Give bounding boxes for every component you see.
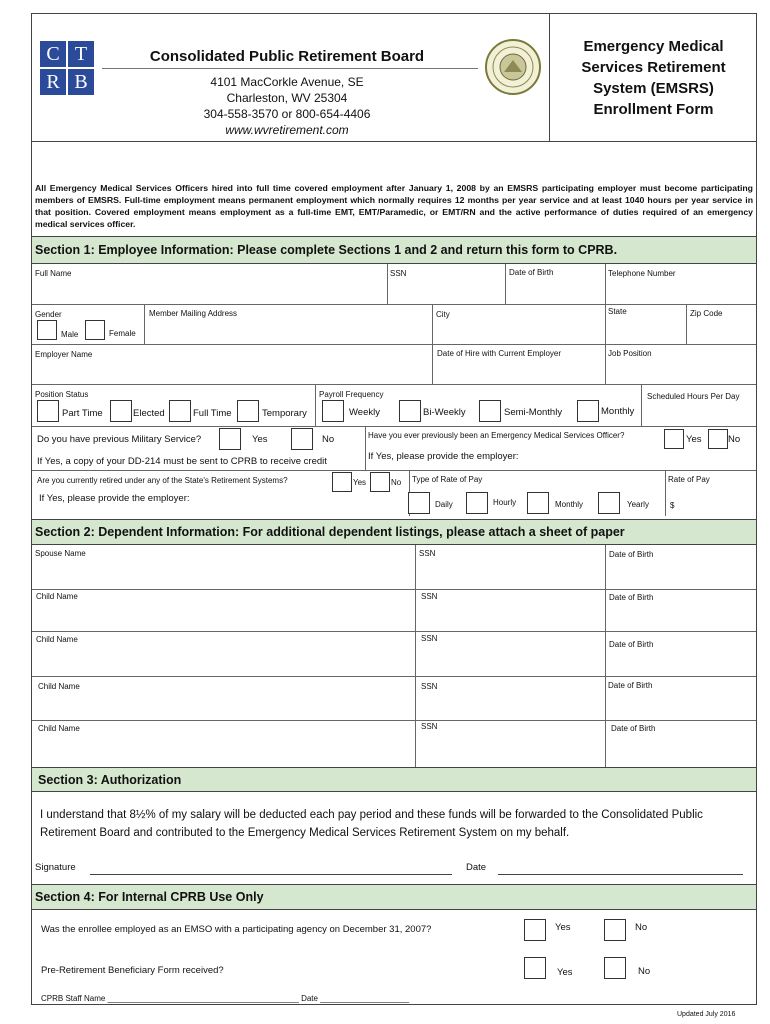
mailing-address-label: Member Mailing Address [149,309,238,318]
section3-header: Section 3: Authorization [32,767,756,792]
retired-no-label: No [391,478,402,487]
male-label: Male [61,330,79,339]
hire-date-label: Date of Hire with Current Employer [437,349,562,358]
payroll-frequency-label: Payroll Frequency [319,390,384,399]
spouse-ssn-label: SSN [419,549,436,558]
phone: 304-558-3570 or 800-654-4406 [203,107,371,121]
ems-no-checkbox[interactable] [708,429,728,449]
emso-yes-checkbox[interactable] [524,919,546,941]
retired-no-checkbox[interactable] [370,472,390,492]
header-divider [549,14,550,142]
child3-name-label: Child Name [38,682,80,691]
date-label: Date [466,862,487,873]
military-note: If Yes, a copy of your DD-214 must be sent to CPRB to receive credit [37,456,327,467]
date-line[interactable] [498,874,743,875]
hourly-checkbox[interactable] [466,492,488,514]
ems-no-label: No [728,434,741,445]
elected-checkbox[interactable] [110,400,132,422]
address-line1: 4101 MacCorkle Avenue, SE [210,75,364,89]
signature-label: Signature [35,862,76,873]
ssn-label: SSN [390,269,407,278]
yearly-label: Yearly [627,500,649,509]
spouse-dob-label: Date of Birth [609,550,654,559]
staff-name-line: CPRB Staff Name ___________________________________________ Date ____________________ [41,994,410,1003]
header-rule [102,68,478,69]
daily-checkbox[interactable] [408,492,430,514]
child1-ssn-label: SSN [421,592,438,601]
telephone-label: Telephone Number [608,269,676,278]
emso-no-checkbox[interactable] [604,919,626,941]
enrollment-form-page [31,13,757,1005]
weekly-checkbox[interactable] [322,400,344,422]
child4-ssn-label: SSN [421,722,438,731]
ems-yes-label: Yes [686,434,702,445]
rate-of-pay-label: Rate of Pay [668,475,710,484]
child4-name-label: Child Name [38,724,80,733]
section2-header: Section 2: Dependent Information: For additional dependent listings, please attach a sheet of paper [32,519,756,545]
job-position-label: Job Position [608,349,652,358]
retired-yes-checkbox[interactable] [332,472,352,492]
cprb-logo: C T R B [40,41,94,95]
state-label: State [608,307,627,316]
dollar-sign: $ [670,501,675,510]
child1-dob-label: Date of Birth [609,593,654,602]
daily-label: Daily [435,500,453,509]
updated-date: Updated July 2016 [677,1011,736,1018]
state-seal-icon [484,38,542,96]
city-label: City [436,310,450,319]
org-name: Consolidated Public Retirement Board [149,48,425,65]
beneficiary-no-label: No [638,966,651,977]
military-no-label: No [322,434,335,445]
section1-header: Section 1: Employee Information: Please complete Sections 1 and 2 and return this form to CPRB. [32,236,756,264]
scheduled-hours-label: Scheduled Hours Per Day [647,392,740,401]
child2-ssn-label: SSN [421,634,438,643]
beneficiary-no-checkbox[interactable] [604,957,626,979]
child2-dob-label: Date of Birth [609,640,654,649]
child3-dob-label: Date of Birth [608,681,653,690]
employer-name-label: Employer Name [35,350,93,359]
position-status-label: Position Status [35,390,89,399]
weekly-label: Weekly [349,407,380,418]
monthly-rate-checkbox[interactable] [527,492,549,514]
hourly-label: Hourly [493,498,517,507]
form-title: Emergency Medical Services Retirement System (EMSRS) Enrollment Form [581,38,726,118]
elected-label: Elected [133,408,165,419]
male-checkbox[interactable] [37,320,57,340]
military-yes-label: Yes [252,434,268,445]
child2-name-label: Child Name [36,635,78,644]
beneficiary-question: Pre-Retirement Beneficiary Form received? [41,965,224,976]
biweekly-checkbox[interactable] [399,400,421,422]
yearly-checkbox[interactable] [598,492,620,514]
website: www.wvretirement.com [225,123,349,137]
child4-dob-label: Date of Birth [611,724,656,733]
section4-header: Section 4: For Internal CPRB Use Only [32,884,756,910]
dob-label: Date of Birth [509,268,554,277]
ems-yes-checkbox[interactable] [664,429,684,449]
ems-employer-label: If Yes, please provide the employer: [368,451,519,462]
temporary-checkbox[interactable] [237,400,259,422]
part-time-label: Part Time [62,408,103,419]
child1-name-label: Child Name [36,592,78,601]
child3-ssn-label: SSN [421,682,438,691]
ems-officer-question: Have you ever previously been an Emergency Medical Services Officer? [368,431,625,440]
part-time-checkbox[interactable] [37,400,59,422]
full-time-checkbox[interactable] [169,400,191,422]
emso-no-label: No [635,922,648,933]
spouse-name-label: Spouse Name [35,549,86,558]
retired-employer-label: If Yes, please provide the employer: [39,493,190,504]
military-no-checkbox[interactable] [291,428,313,450]
zip-label: Zip Code [690,309,723,318]
monthly-rate-label: Monthly [555,500,584,509]
retired-yes-label: Yes [353,478,367,487]
address-line2: Charleston, WV 25304 [226,91,348,105]
rate-type-label: Type of Rate of Pay [412,475,483,484]
emso-question: Was the enrollee employed as an EMSO with a participating agency on December 31, 2007? [41,924,432,935]
temporary-label: Temporary [262,408,307,419]
monthly-label: Monthly [601,406,635,417]
intro-text: All Emergency Medical Services Officers hired into full time covered employment after January 1, 2008 by an EMSRS participating employer must become participating members of EMSRS. Full-time employment means permanent employment which normally requires 12 months per year service and at least 1040 hours per year service in that position. Covered employment means employment as a full-time EMT, EMT/Paramedic, or EMT/RN and the active performance of duties required of an emergency medical services officer. [35,183,753,229]
military-question: Do you have previous Military Service? [37,434,202,445]
beneficiary-yes-label: Yes [557,967,573,978]
form-header [32,14,756,142]
full-name-label: Full Name [35,269,72,278]
full-time-label: Full Time [193,408,232,419]
authorization-text: I understand that 8½% of my salary will be deducted each pay period and these funds will be forwarded to the Consolidated Public Retirement Board and contributed to the Emergency Medical Services Retirement System on my behalf. [40,809,703,839]
retired-question: Are you currently retired under any of the State's Retirement Systems? [37,476,288,485]
military-yes-checkbox[interactable] [219,428,241,450]
beneficiary-yes-checkbox[interactable] [524,957,546,979]
emso-yes-label: Yes [555,922,571,933]
biweekly-label: Bi-Weekly [423,407,466,418]
monthly-checkbox[interactable] [577,400,599,422]
signature-line[interactable] [90,874,452,875]
female-label: Female [109,329,136,338]
female-checkbox[interactable] [85,320,105,340]
semimonthly-label: Semi-Monthly [504,407,563,418]
semimonthly-checkbox[interactable] [479,400,501,422]
gender-label: Gender [35,310,62,319]
